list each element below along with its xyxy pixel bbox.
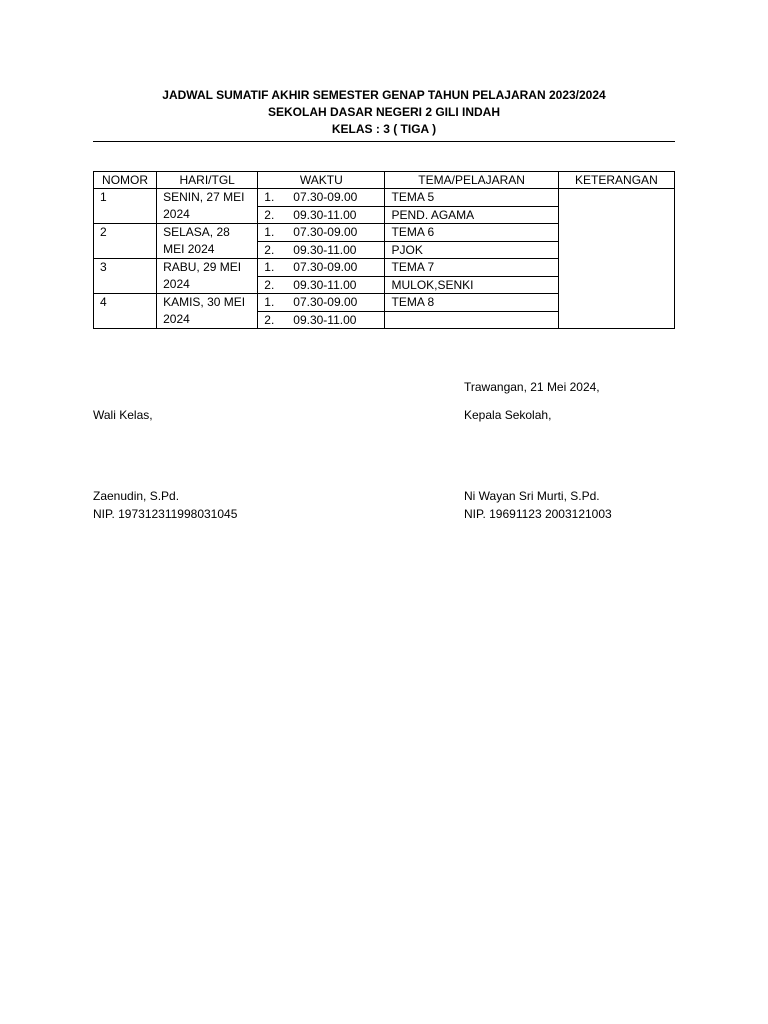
row-day: RABU, 29 MEI 2024 [157,259,258,294]
session-time-value: 09.30-11.00 [293,207,357,222]
session-time [258,189,385,207]
session-time [258,259,385,277]
right-signature-nip: NIP. 19691123 2003121003 [464,507,612,521]
session-time [258,224,385,242]
session-index: 2. [264,312,275,327]
session-time-value: 09.30-11.00 [293,312,357,327]
session-time [258,294,385,312]
table-row [94,189,675,207]
header-divider [93,141,675,142]
session-index: 1. [264,190,275,204]
header-school: SEKOLAH DASAR NEGERI 2 GILI INDAH [267,105,501,119]
left-signature-name: Zaenudin, S.Pd. [93,489,180,503]
session-time-value: 09.30-11.00 [293,242,357,257]
column-header-day: HARI/TGL [157,172,258,189]
session-subject: PEND. AGAMA [385,206,558,224]
session-subject: TEMA 5 [385,189,558,207]
document-header [93,87,675,138]
session-subject: TEMA 8 [385,294,558,312]
schedule-table [93,171,675,329]
session-time-value: 07.30-09.00 [293,260,358,274]
column-header-note: KETERANGAN [558,172,674,189]
right-signature-role: Kepala Sekolah, [464,408,552,422]
session-time-value: 07.30-09.00 [293,295,358,309]
row-number: 2 [94,224,157,259]
session-time-value: 07.30-09.00 [293,225,358,239]
row-number: 1 [94,189,157,224]
session-time [258,241,385,259]
session-index: 2. [264,242,275,257]
session-index: 2. [264,277,275,292]
right-signature-name: Ni Wayan Sri Murti, S.Pd. [464,489,600,503]
session-subject: MULOK,SENKI [385,276,558,294]
session-time-value: 09.30-11.00 [293,277,357,292]
header-title: JADWAL SUMATIF AKHIR SEMESTER GENAP TAHUN PELAJARAN 2023/2024 [162,88,606,102]
header-class: KELAS : 3 ( TIGA ) [331,122,437,136]
session-subject: PJOK [385,241,558,259]
row-number: 3 [94,259,157,294]
session-time-value: 07.30-09.00 [293,190,358,204]
notes-cell [558,189,674,329]
session-subject [385,311,558,329]
session-subject: TEMA 7 [385,259,558,277]
left-signature-role: Wali Kelas, [93,408,153,422]
session-index: 1. [264,225,275,239]
row-day: KAMIS, 30 MEI 2024 [157,294,258,329]
session-index: 2. [264,207,275,222]
session-time [258,311,385,329]
session-index: 1. [264,295,275,309]
place-date: Trawangan, 21 Mei 2024, [464,380,600,394]
session-index: 1. [264,260,275,274]
session-time [258,206,385,224]
column-header-time: WAKTU [258,172,385,189]
table-header-row [94,172,675,189]
session-time [258,276,385,294]
column-header-no: NOMOR [94,172,157,189]
session-subject: TEMA 6 [385,224,558,242]
row-number: 4 [94,294,157,329]
row-day: SELASA, 28 MEI 2024 [157,224,258,259]
column-header-subject: TEMA/PELAJARAN [385,172,558,189]
row-day: SENIN, 27 MEI 2024 [157,189,258,224]
left-signature-nip: NIP. 197312311998031045 [93,507,238,521]
